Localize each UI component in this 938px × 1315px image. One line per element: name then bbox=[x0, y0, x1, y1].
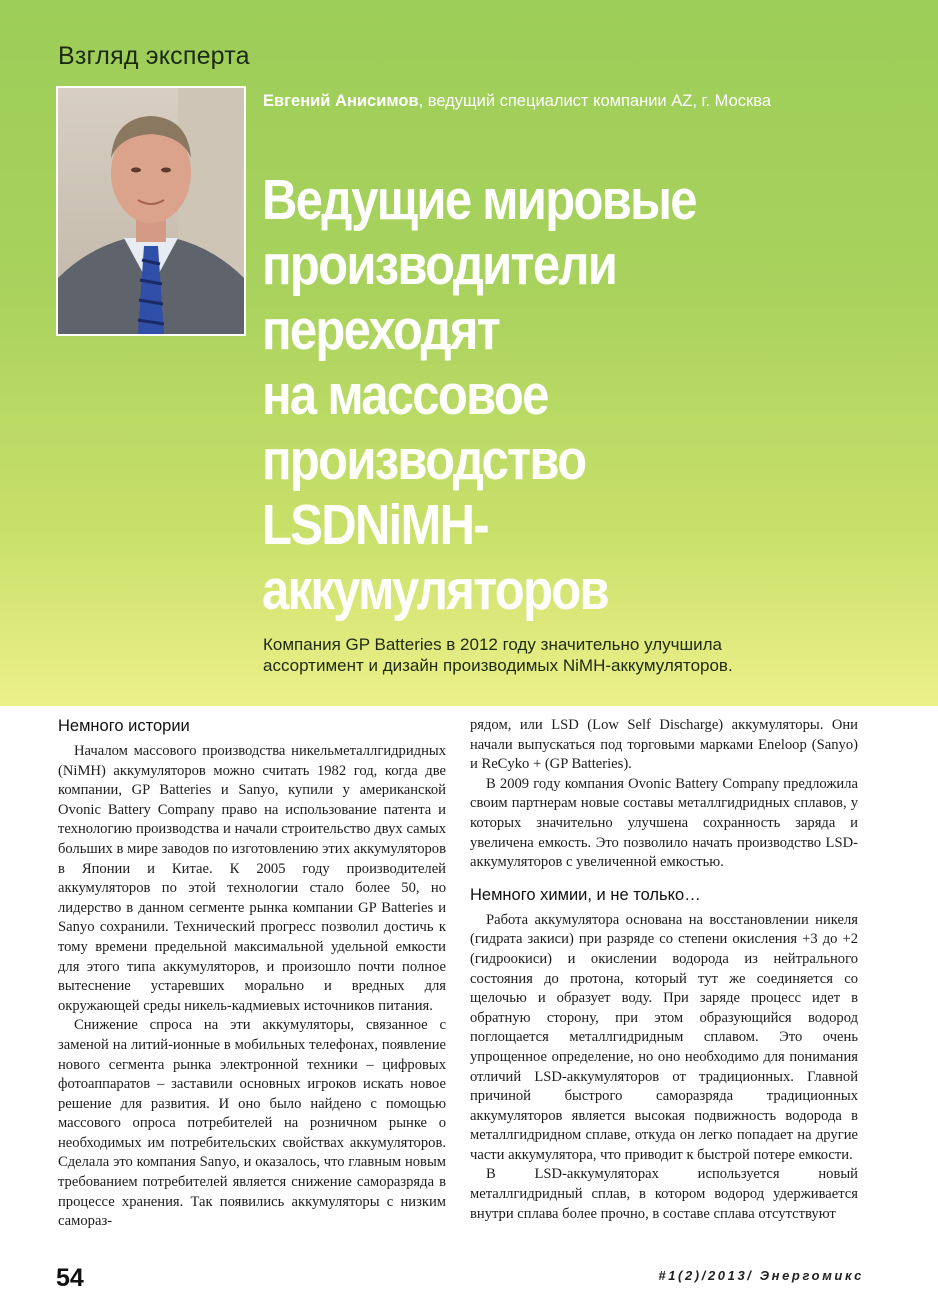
paragraph: Снижение спроса на эти аккумуляторы, связанное с заменой на литий-ионные в мобильных телефонах, появление нового сегмента рынка электронной техники – цифровых фотоаппаратов – заставили основных игроков искать новое решение для развития. И оно было найдено с помощью массового опроса потребителей на розничном рынке о необходимых им потребительских свойствах аккумуляторов. Сделала это компания Sanyo, и оказалось, что главным новым требованием потребителей является снижение саморазряда в процессе хранения. Так появились аккумуляторы с низким самораз- bbox=[58, 1017, 446, 1230]
paragraph: Началом массового производства никельметаллгидридных (NiMH) аккумуляторов можно считать 1982 год, когда две компании, GP Batteries и Sanyo, купили у американской Ovonic Battery Company право на использование патента и технологию производства и начали строительство двух самых больших в мире заводов по изготовлению этих аккумуляторов в Японии и Китае. К 2005 году производителей аккумуляторов по этой технологии стало более 50, но лидерство в данном сегменте рынка компании GP Batteries и Sanyo сохранили. Технический прогресс позволил достичь к тому времени предельной максимальной удельной емкости для этого типа аккумуляторов, и произошло почти полное вытеснение устаревших морально и вредных для окружающей среды никель-кадмиевых источников питания. bbox=[58, 743, 446, 1014]
section-heading-history: Немного истории bbox=[58, 717, 190, 735]
article-lead bbox=[263, 634, 883, 676]
title-line: LSDNiMH- bbox=[262, 493, 488, 557]
author-photo bbox=[56, 86, 246, 336]
title-line: производство bbox=[262, 428, 586, 492]
paragraph: В LSD-аккумуляторах используется новый металлгидридный сплав, в котором водород удерживается внутри сплава более прочно, в составе сплава отсутствуют bbox=[470, 1166, 858, 1222]
section-heading-chemistry: Немного химии, и не только… bbox=[470, 885, 701, 904]
article-title bbox=[262, 168, 812, 623]
author-portrait-icon bbox=[58, 88, 244, 334]
lead-line: Компания GP Batteries в 2012 году значительно улучшила bbox=[263, 635, 723, 654]
title-line: Ведущие мировые bbox=[262, 168, 696, 232]
paragraph-continuation: рядом, или LSD (Low Self Discharge) аккумуляторы. Они начали выпускаться под торговыми марками Eneloop (Sanyo) и ReCyko + (GP Batteries). bbox=[470, 717, 858, 773]
author-byline bbox=[263, 92, 771, 111]
title-line: на массовое bbox=[262, 363, 548, 427]
right-column bbox=[470, 716, 858, 1224]
rubric-label: Взгляд эксперта bbox=[58, 42, 250, 70]
author-role: , ведущий специалист компании AZ, г. Москва bbox=[418, 92, 771, 110]
title-line: переходят bbox=[262, 298, 500, 362]
title-line: производители bbox=[262, 233, 617, 297]
lead-line: ассортимент и дизайн производимых NiMH-аккумуляторов. bbox=[263, 656, 733, 675]
author-name: Евгений Анисимов bbox=[263, 92, 419, 110]
paragraph: В 2009 году компания Ovonic Battery Company предложила своим партнерам новые составы металлгидридных сплавов, у которых значительно улучшена сохранность заряда и увеличена емкость. Это позволило начать производство LSD-аккумуляторов с увеличенной емкостью. bbox=[470, 775, 858, 871]
left-column bbox=[58, 716, 446, 1232]
paragraph: Работа аккумулятора основана на восстановлении никеля (гидрата закиси) при разряде со степени окисления +3 до +2 (гидроокиси) и окислении водорода из нейтрального состояния до протона, который тут же соединяется со щелочью и образует воду. При заряде процесс идет в обратную сторону, при этом образующийся водород поглощается металлгидридным сплавом. Это очень упрощенное определение, но оно необходимо для понимания отличий LSD-аккумуляторов от традиционных. Главной причиной быстрого саморазряда традиционных аккумуляторов является высокая подвижность водорода в металлгидридном сплаве, откуда он легко попадает на другие части аккумулятора, что приводит к быстрой потере емкости. bbox=[470, 911, 858, 1163]
page-number: 54 bbox=[56, 1264, 84, 1292]
issue-label: #1(2)/2013/ Энергомикс bbox=[658, 1268, 864, 1283]
title-line: аккумуляторов bbox=[262, 558, 608, 622]
